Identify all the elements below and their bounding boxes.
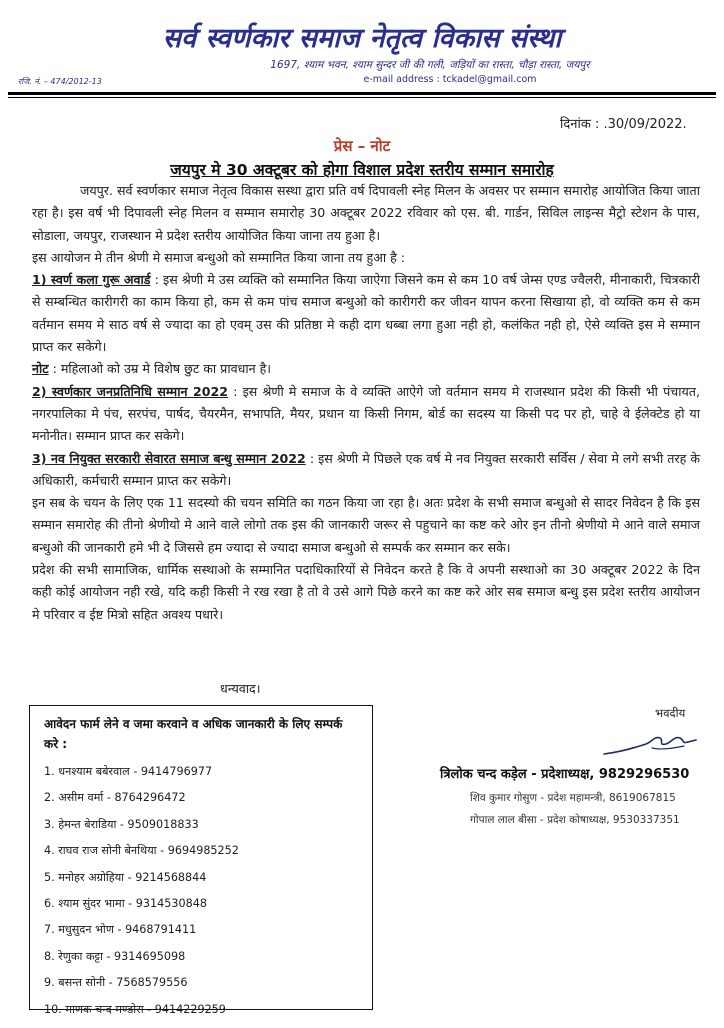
contact-item: 5. मनोहर अग्रोहिया - 9214568844 <box>44 870 207 884</box>
contact-item: 3. हेमन्त बेराडिया - 9509018833 <box>44 817 199 831</box>
intro-paragraph: जयपुर. सर्व स्वर्णकार समाज नेतृत्व विकास सस्था द्वारा प्रति वर्ष दिपावली स्नेह मिलन के अवसर पर सम्मान समारोह आयोजित किया जाता रहा है। इस वर्ष भी दिपावली स्नेह मिलन व सम्मान समारोह 30 अक्टूबर 2022 रविवार को एस. बी. गार्डन, सिविल लाइन्स मैट्रो स्टेशन के पास, सोडाला, जयपुर, राजस्थान मे प्रदेश स्तरीय आयोजित किया जाना तय हुआ है। <box>32 183 700 243</box>
category-2-text: : इस श्रेणी मे समाज के वे व्यक्ति आऐगे जो वर्तमान समय मे राजस्थान प्रदेश की किसी भी पंचायत, नगरपालिका मे पंच, सरपंच, पार्षद, चैयरमैन, सभापति, मैयर, प्रधान या किसी निगम, बोर्ड का सदस्य या किसी पद पर हो, चाहे वे ईलेक्टेड हो या मनोनीत। सम्मान प्राप्त कर सकेगे। <box>32 383 700 444</box>
org-address: 1697, श्याम भवन, श्याम सुन्दर जी की गली, जड़ियों का रास्ता, चौड़ा रास्ता, जयपुर <box>270 59 590 71</box>
press-note-body <box>32 180 700 626</box>
category-1-title: 1) स्वर्ण कला गुरू अवार्ड <box>32 272 151 288</box>
note <box>32 358 700 380</box>
president-signatory: त्रिलोक चन्द कड़ेल - प्रदेशाध्यक्ष, 9829296530 <box>440 767 690 782</box>
registration-number: रजि. नं. – 474/2012-13 <box>18 77 102 86</box>
header-divider-thin <box>8 97 716 98</box>
thanks: धन्यवाद। <box>220 681 261 696</box>
treasurer-signatory: गोपाल लाल बीसा - प्रदेश कोषाध्यक्ष, 9530337351 <box>470 814 680 826</box>
category-1 <box>32 269 700 358</box>
categories-intro: इस आयोजन मे तीन श्रेणी मे समाज बन्धुओ को सम्मानित किया जाना तय हुआ है : <box>32 249 406 265</box>
header-divider <box>8 92 716 95</box>
contact-item: 8. रेणुका कट्टा - 9314695098 <box>44 949 186 963</box>
contact-item: 4. राघव राज सोनी बेनथिया - 9694985252 <box>44 844 239 858</box>
category-3 <box>32 448 700 493</box>
category-1-text: : इस श्रेणी मे उस व्यक्ति को सम्मानित किया जाऐगा जिसने कम से कम 10 वर्ष जेम्स एण्ड ज्वैलरी, मीनाकारी, चित्रकारी से सम्बन्धित कारीगरी का काम किया हो, कम से कम पांच समाज बन्धुओ को कारीगरी कर जीवन यापन करना सिखाया हो, वो व्यक्ति कम से कम वर्तमान समय मे साठ वर्ष से ज्यादा का हो एवम् उस की प्रतिष्ठा मे कही दाग धब्बा लगा हुआ नही हो, कलंकित नही हो, ऐसे व्यक्ति इस मे सम्मान प्राप्त कर सकेगे। <box>32 272 700 355</box>
letter-date: दिनांक : .30/09/2022. <box>560 117 687 132</box>
note-text: : महिलाओ को उम्र मे विशेष छुट का प्रावधान है। <box>52 361 272 377</box>
contact-item: 10. माणक चन्द मण्डोरा - 9414229259 <box>44 1002 226 1016</box>
org-email: e-mail address : tckadel@gmail.com <box>363 74 537 85</box>
contact-item: 7. मधुसुदन भोण - 9468791411 <box>44 923 197 937</box>
category-3-title: 3) नव नियुक्त सरकारी सेवारत समाज बन्धु सम्मान 2022 <box>32 450 306 466</box>
contact-item: 1. धनश्याम बबेरवाल - 9414796977 <box>44 765 213 778</box>
contact-item: 2. असीम वर्मा - 8764296472 <box>44 791 186 805</box>
org-name: सर्व स्वर्णकार समाज नेतृत्व विकास संस्था <box>162 23 562 54</box>
contact-heading: आवेदन फार्म लेने व जमा करवाने व अधिक जानकारी के लिए सम्पर्क करे : <box>44 717 343 751</box>
contact-box <box>29 705 373 1016</box>
category-2 <box>32 381 700 448</box>
signature-scribble <box>600 728 700 760</box>
request-paragraph: प्रदेश की सभी सामाजिक, धार्मिक सस्थाओ के सम्मानित पदाधिकारियों से निवेदन करते है कि वे अपनी सस्थाओ का 30 अक्टूबर 2022 के दिन कही कोई आयोजन नही रखे, यदि कही किसी ने रख रखा है तो वे उसे आगे पिछे करने का कष्ट करे ओर सब समाज बन्धु इस प्रदेश स्तरीय आयोजन मे परिवार व ईष्ट मित्रो सहित अवश्य पधारे। <box>32 562 700 622</box>
selection-paragraph: इन सब के चयन के लिए एक 11 सदस्यो की चयन समिति का गठन किया जा रहा है। अतः प्रदेश के सभी समाज बन्धुओ से सादर निवेदन है कि इस सम्मान समारोह की तीनो श्रेणीयो मे आने वाले लोगो तक इस की जानकारी जरूर से पहुचाने का कष्ट करे ओर इन तीनो श्रेणीयो मे आने वाले समाज बन्धुओ की जानकारी हमे भी दे जिससे हम ज्यादा से ज्यादा समाज बन्धुओ से सम्पर्क कर सम्मान कर सके। <box>32 495 700 555</box>
contact-item: 9. बसन्त सोनी - 7568579556 <box>44 976 188 990</box>
headline: जयपुर मे 30 अक्टूबर को होगा विशाल प्रदेश स्तरीय सम्मान समारोह <box>170 161 554 179</box>
category-3-text: : इस श्रेणी मे पिछले एक वर्ष मे नव नियुक्त सरकारी सर्विस / सेवा मे लगे सभी तरह के अधिकारी, कर्मचारी सम्मान प्राप्त कर सकेगे। <box>32 450 700 488</box>
press-note-title: प्रेस – नोट <box>333 137 391 155</box>
contact-list <box>44 764 239 1028</box>
category-2-title: 2) स्वर्णकार जनप्रतिनिधि सम्मान 2022 <box>32 383 229 399</box>
closing: भवदीय <box>655 706 686 720</box>
secretary-signatory: शिव कुमार गोसुण - प्रदेश महामन्त्री, 8619067815 <box>470 792 676 804</box>
contact-item: 6. श्याम सुंदर भामा - 9314530848 <box>44 896 207 910</box>
note-label: नोट <box>32 361 49 377</box>
